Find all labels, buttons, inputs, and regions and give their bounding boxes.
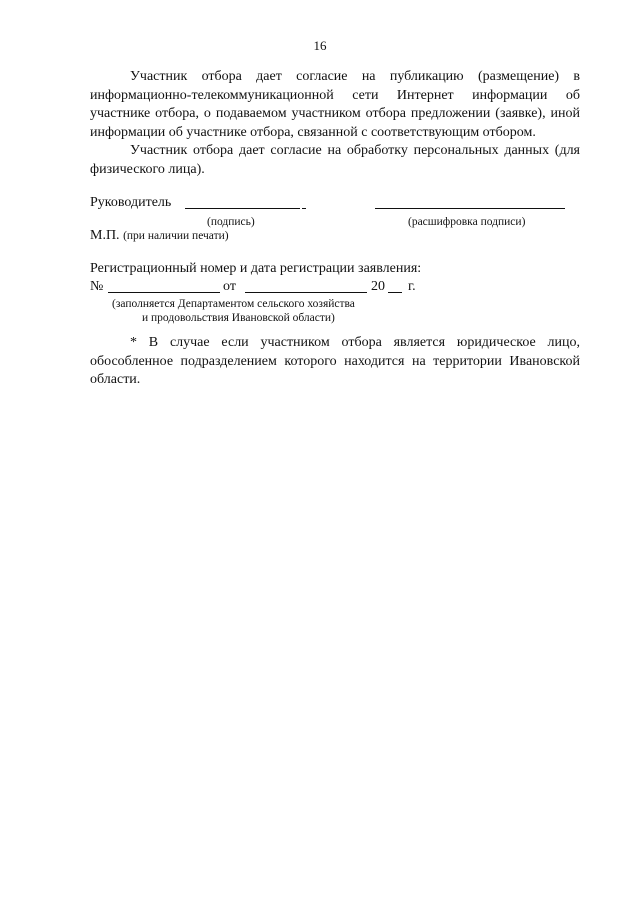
signature-decode-caption: (расшифровка подписи)	[408, 216, 526, 228]
signature-line-tail	[302, 208, 306, 209]
registration-title: Регистрационный номер и дата регистрации заявления:	[90, 261, 422, 276]
number-sign: №	[90, 279, 104, 294]
signature-line	[185, 208, 300, 209]
registration-date-line	[245, 292, 367, 293]
from-word: от	[223, 279, 236, 294]
signature-caption: (подпись)	[207, 216, 255, 228]
stamp-note: (при наличии печати)	[123, 230, 229, 242]
stamp-place	[90, 227, 229, 246]
page-number: 16	[313, 38, 327, 53]
stamp-label: М.П.	[90, 228, 120, 243]
head-label: Руководитель	[90, 195, 172, 210]
year-suffix: г.	[408, 279, 416, 294]
registration-number-line	[108, 292, 220, 293]
registration-row	[90, 278, 580, 296]
consent-personal-data-paragraph: Участник отбора дает согласие на обработку персональных данных (для физического лица).	[90, 143, 580, 177]
document-body	[90, 68, 580, 390]
registration-block	[90, 260, 580, 324]
year-line	[388, 292, 402, 293]
signature-decode-line	[375, 208, 565, 209]
registration-note-line2: и продовольствия Ивановской области)	[142, 312, 335, 324]
registration-note	[112, 297, 355, 325]
signature-block	[90, 194, 580, 246]
consent-publication-paragraph: Участник отбора дает согласие на публикацию (размещение) в информационно-телекоммуникационной сети Интернет информации об участнике отбора, о подаваемом участником отбора предложении (заявке), иной информации об участнике отбора, связанной с соответствующим отбором.	[90, 69, 580, 140]
year-prefix: 20	[371, 279, 385, 294]
footnote: * В случае если участником отбора является юридическое лицо, обособленное подразделением которого находится на территории Ивановской области.	[90, 335, 580, 387]
registration-note-line1: (заполняется Департаментом сельского хозяйства	[112, 298, 355, 310]
